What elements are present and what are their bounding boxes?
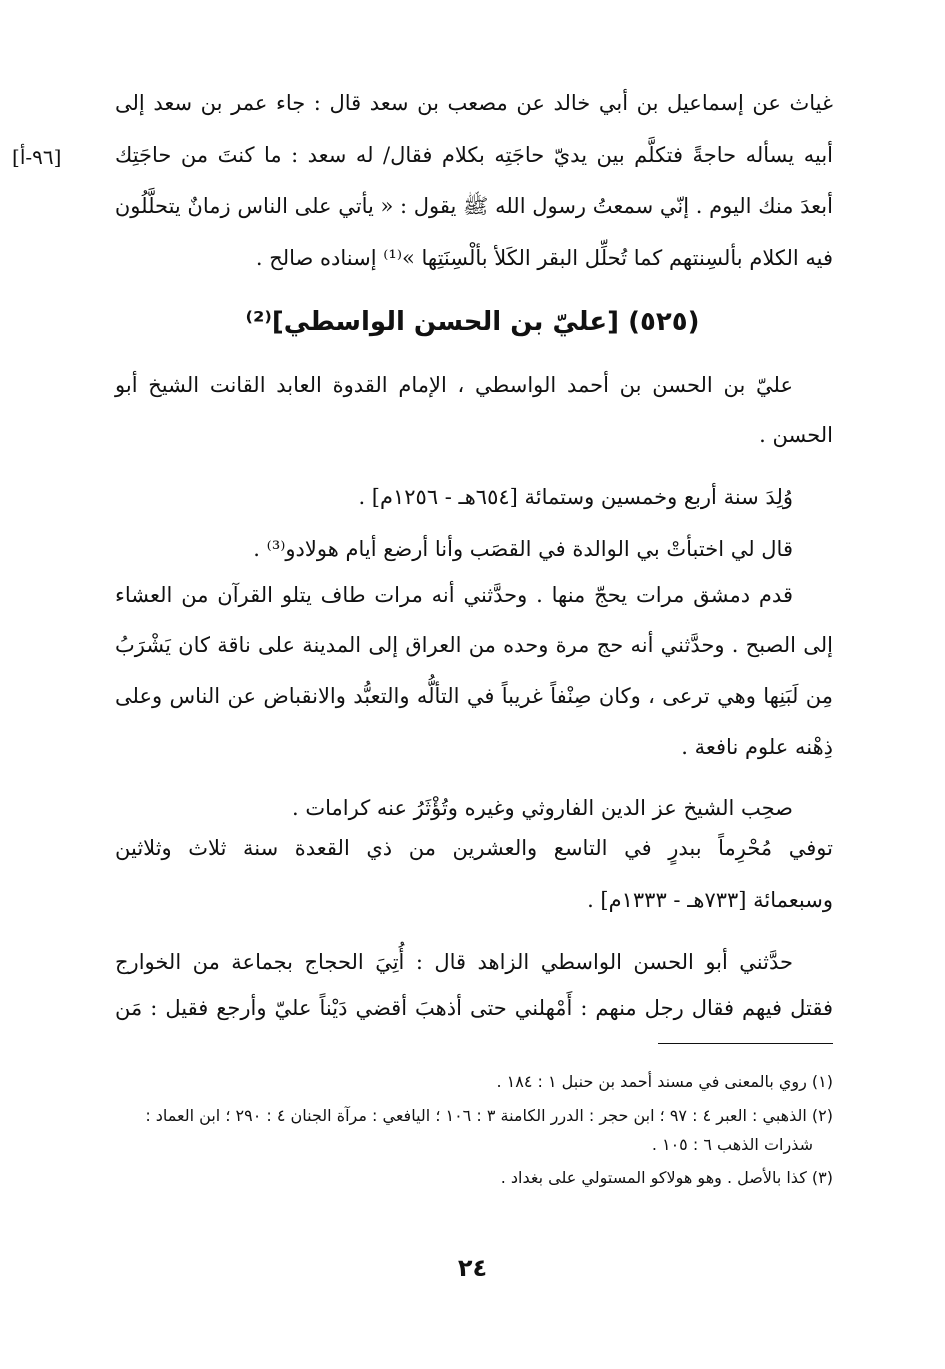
body-line-2: الحسن .	[759, 423, 833, 447]
footnote-3: (٣) كذا بالأصل . وهو هولاكو المستولي على بغداد .	[500, 1168, 833, 1187]
body-line-13: فقتل فيهم فقال رجل منهم : أَمْهلني حتى أذهبَ أقضي دَيْناً عليّ وأرجع فقيل : مَن	[115, 996, 833, 1020]
body-line-companion: صحِب الشيخ عز الدين الفاروثي وغيره وتُؤْثَرُ عنه كرامات .	[292, 796, 793, 820]
body-line-birth: وُلِدَ سنة أربع وخمسين وستمائة [٦٥٤هـ - ١٢٥٦م] .	[358, 485, 793, 509]
body-line-8: ذِهْنه علوم نافعة .	[681, 735, 833, 759]
intro-line-1: غياث عن إسماعيل بن أبي خالد عن مصعب بن سعد قال : جاء عمر بن سعد إلى	[115, 91, 833, 115]
footnote-2: (٢) الذهبي : العبر ٤ : ٩٧ ؛ ابن حجر : الدرر الكامنة ٣ : ١٠٦ ؛ اليافعي : مرآة الجنان ٤ : ٢٩٠ ؛ ابن العماد :	[145, 1106, 833, 1125]
body-line-11: وسبعمائة [٧٣٣هـ - ١٣٣٣م] .	[587, 888, 833, 912]
body-line-damascus: قدم دمشق مرات يحجّ منها . وحدَّثني أنه مرات طاف يتلو القرآن من العشاء	[115, 583, 793, 607]
body-line-7: مِن لَبَنِها وهي ترعى ، وكان صِنْفاً غريباً في التألُّه والتعبُّد والانقباض عن الناس وعلى	[115, 684, 833, 708]
footnote-2-continued: شذرات الذهب ٦ : ١٠٥ .	[651, 1135, 813, 1154]
footnote-1: (١) روي بالمعنى في مسند أحمد بن حنبل ١ : ١٨٤ .	[496, 1072, 833, 1091]
body-line-narration: حدَّثني أبو الحسن الواسطي الزاهد قال : أُتِيَ الحجاج بجماعة من الخوارج	[115, 950, 793, 974]
intro-line-3: أبعدَ منك اليوم . إنّي سمعتُ رسول الله ﷺ يقول : « يأتي على الناس زمانٌ يتحلَّلُون	[114, 194, 833, 218]
entry-heading: (٥٢٥) [عليّ بن الحسن الواسطي]⁽²⁾	[245, 307, 700, 337]
body-line-hulagu: قال لي اختبأتْ بي الوالدة في القصَب وأنا أرضع أيام هولادو⁽³⁾ .	[253, 537, 793, 561]
manuscript-folio-marker: [٩٦-أ]	[12, 145, 62, 169]
intro-line-4: فيه الكلام بألسِنتهم كما تُحلِّل البقر الكَلأ بألْسِنَتِها »⁽¹⁾ إسناده صالح .	[255, 246, 833, 270]
intro-line-2: أبيه يسأله حاجةً فتكلَّم بين يديّ حاجَتِه بكلام فقال/ له سعد : ما كنتَ من حاجَتِك	[115, 143, 833, 167]
page-number: ٢٤	[457, 1254, 488, 1282]
body-line-1: عليّ بن الحسن بن أحمد الواسطي ، الإمام القدوة العابد القانت الشيخ أبو	[115, 373, 793, 397]
body-line-6: إلى الصبح . وحدَّثني أنه حج مرة وحده من العراق إلى المدينة على ناقة كان يَشْرَبُ	[115, 633, 833, 657]
body-line-death: توفي مُحْرِماً ببدرٍ في التاسع والعشرين من ذي القعدة سنة ثلاث وثلاثين	[115, 836, 833, 860]
footnote-separator	[658, 1043, 833, 1044]
